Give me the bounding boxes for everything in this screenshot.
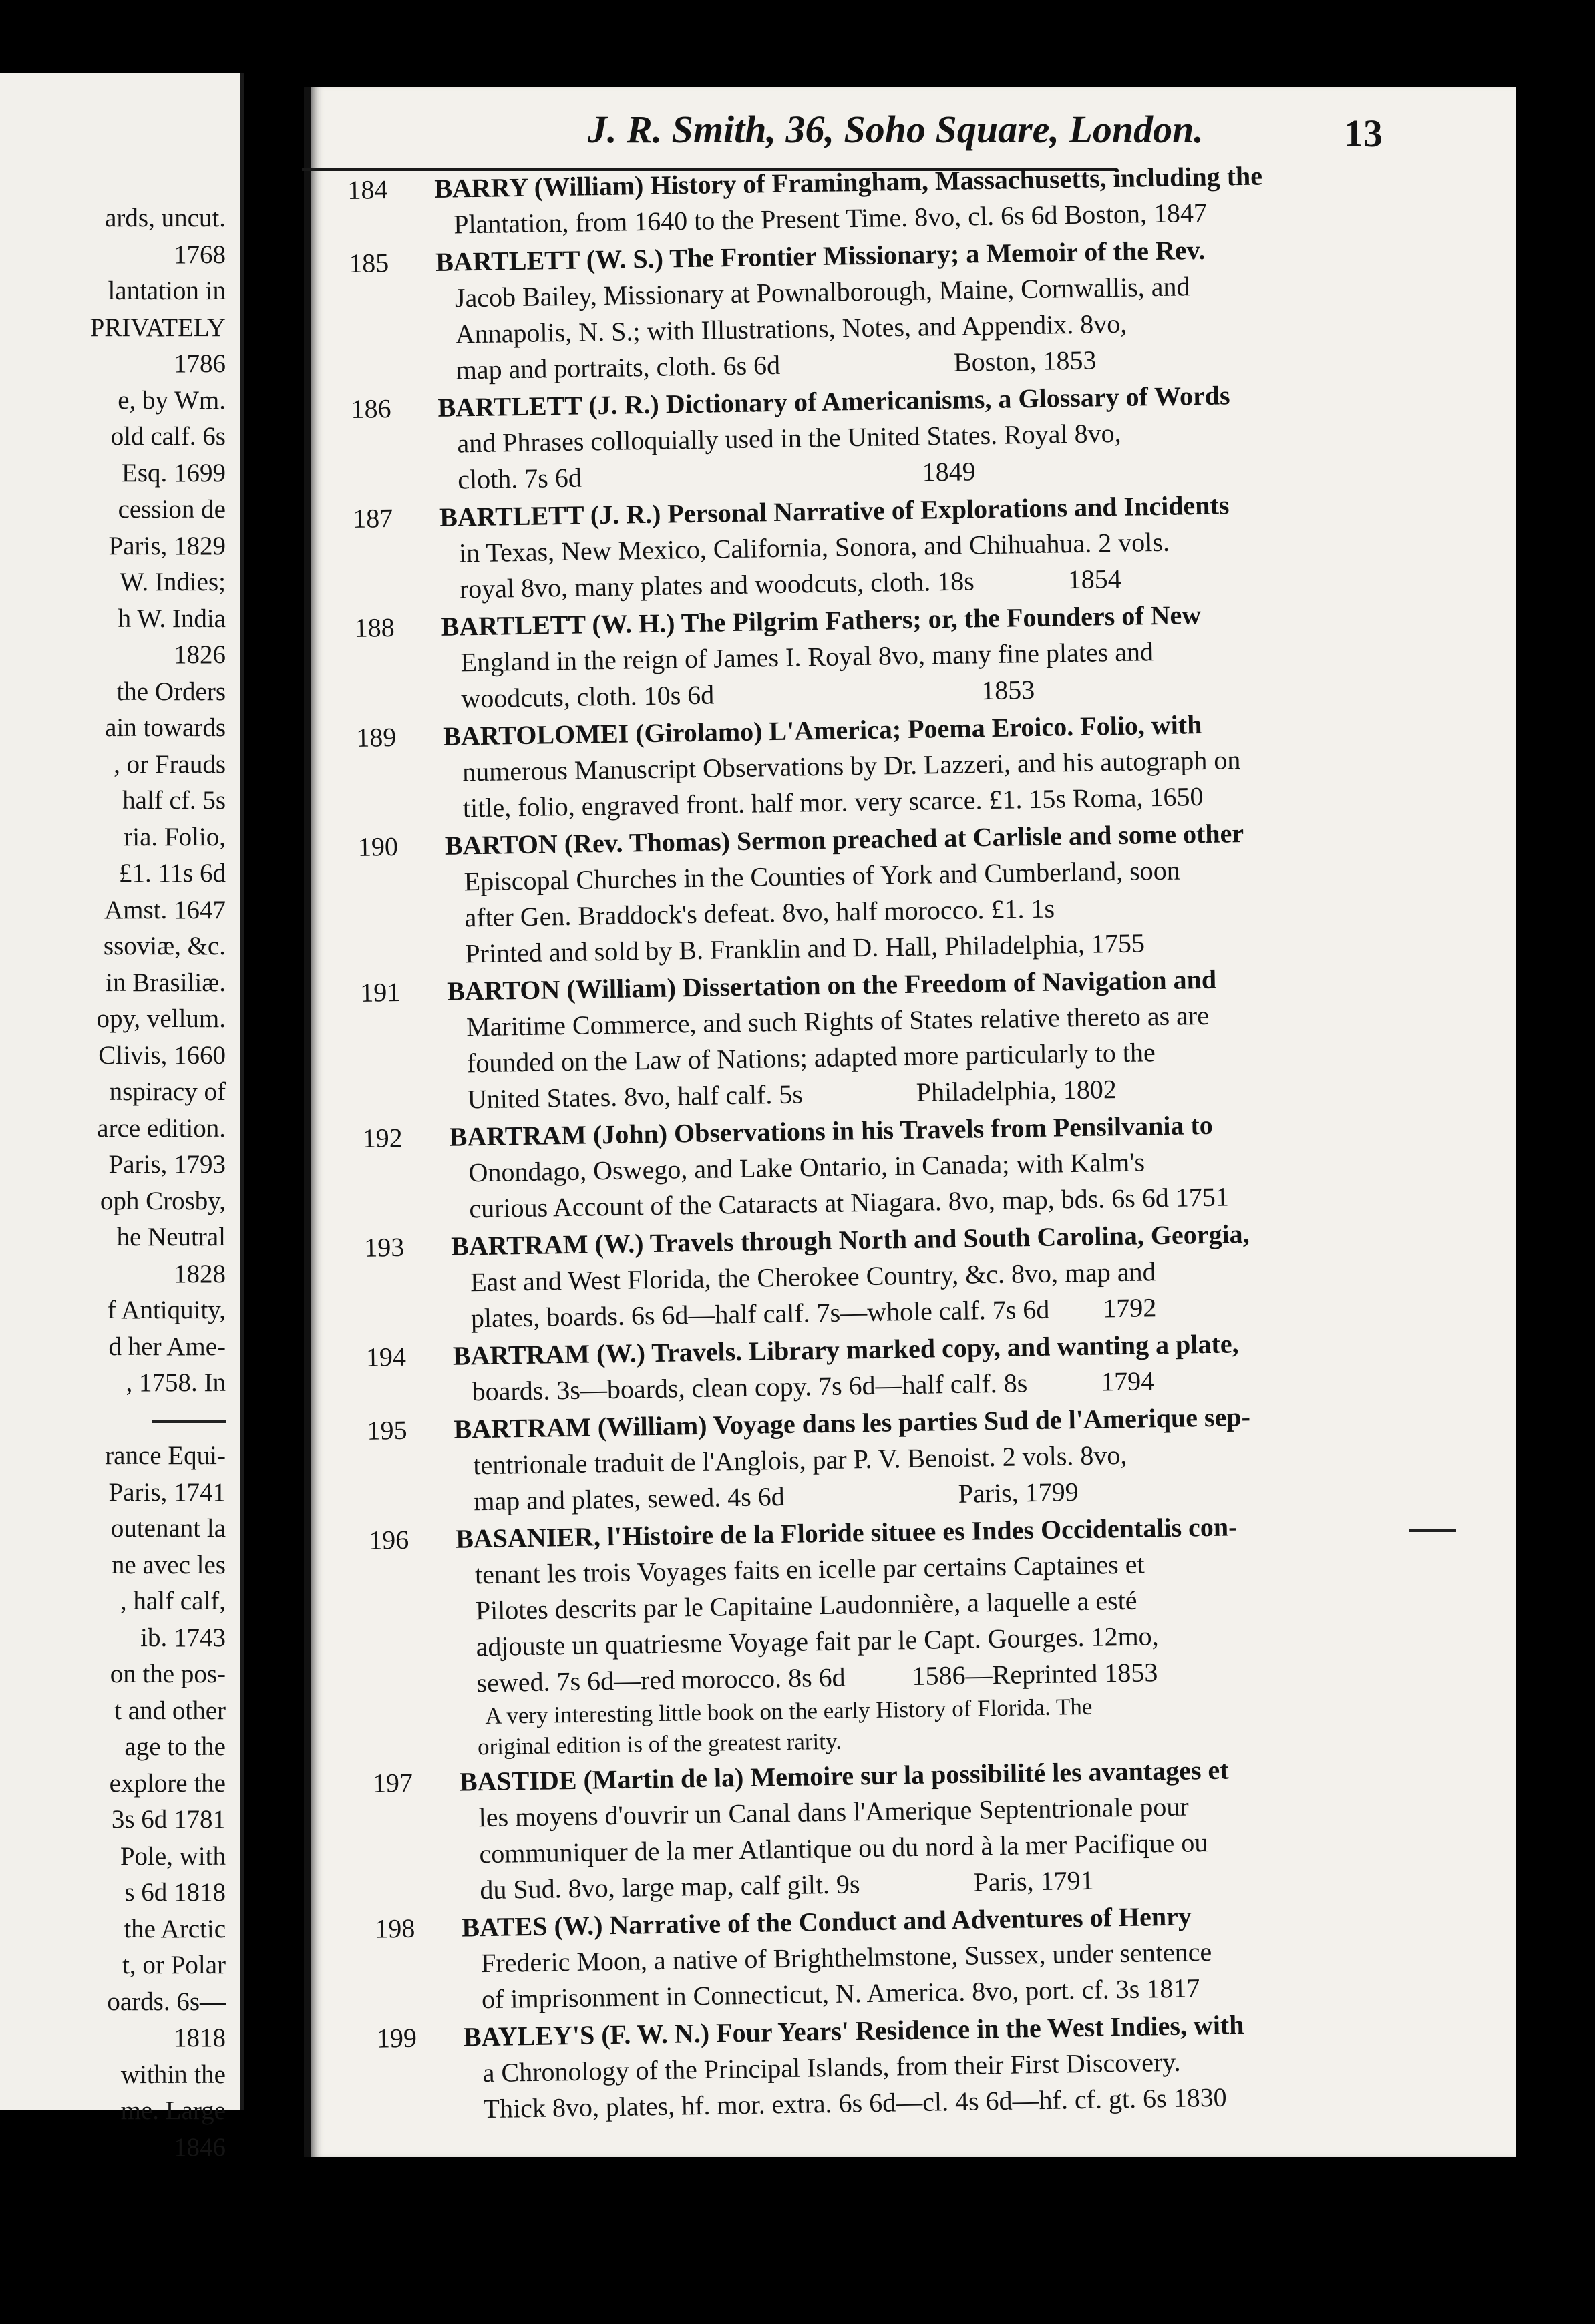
- entry-line: England in the reign of James I. Royal 8vo, many fine plates and: [460, 636, 1154, 678]
- catalogue-entry: [354, 594, 1404, 719]
- left-page-line: 1786: [174, 349, 226, 378]
- entry-line: BARTRAM (W.) Travels through North and South Carolina, Georgia,: [450, 1218, 1250, 1262]
- left-page-line: he Neutral: [116, 1223, 226, 1251]
- catalogue-entry: [362, 1104, 1412, 1229]
- left-page-line: explore the: [109, 1768, 226, 1798]
- entry-line: tenant les trois Voyages faits en icelle par certains Captaines et: [474, 1549, 1145, 1590]
- catalogue-entry: [364, 1213, 1414, 1338]
- entry-number: 190: [357, 831, 399, 862]
- entry-line: adjouste un quatriesme Voyage fait par le Capt. Gourges. 12mo,: [476, 1621, 1159, 1662]
- left-page-line: old calf. 6s: [110, 422, 226, 451]
- left-page-line: s 6d 1818: [124, 1878, 226, 1907]
- entry-line: du Sud. 8vo, large map, calf gilt. 9s Paris, 1791: [480, 1865, 1094, 1905]
- entry-line: BARTRAM (William) Voyage dans les parties Sud de l'Amerique sep-: [454, 1401, 1251, 1444]
- left-page-line: oards. 6s—: [107, 1987, 226, 2016]
- page-number: 13: [1344, 112, 1383, 155]
- left-page-line: rance Equi-: [105, 1441, 226, 1470]
- entry-line: BARTLETT (J. R.) Dictionary of Americanisms, a Glossary of Words: [437, 380, 1230, 423]
- entry-number: 197: [372, 1767, 413, 1798]
- left-page-line: Pole, with: [120, 1841, 226, 1871]
- left-page-line: ib. 1743: [140, 1623, 226, 1652]
- entry-line: royal 8vo, many plates and woodcuts, cloth. 18s 1854: [459, 563, 1122, 604]
- entry-number: 189: [355, 721, 397, 753]
- left-page-line: 3s 6d 1781: [111, 1805, 226, 1834]
- left-page-line: me. Large: [120, 2096, 226, 2125]
- entry-line: Printed and sold by B. Franklin and D. Hall, Philadelphia, 1755: [465, 928, 1145, 969]
- entry-line: Jacob Bailey, Missionary at Pownalborough, Maine, Cornwallis, and: [454, 271, 1190, 313]
- left-page-line: e, by Wm.: [118, 385, 226, 415]
- left-page-text: [0, 200, 226, 2166]
- entry-line: les moyens d'ouvrir un Canal dans l'Amerique Septentrionale pour: [478, 1791, 1190, 1833]
- left-page-line: 1768: [174, 240, 226, 269]
- entry-number: 185: [348, 248, 389, 278]
- entry-line: BARTRAM (W.) Travels. Library marked copy, and wanting a plate,: [452, 1328, 1239, 1371]
- entry-line: BARTON (William) Dissertation on the Freedom of Navigation and: [446, 964, 1217, 1006]
- entry-line: BARTLETT (J. R.) Personal Narrative of Explorations and Incidents: [439, 490, 1230, 532]
- catalogue-entry: [367, 1396, 1417, 1521]
- catalogue-entry: [351, 375, 1401, 500]
- left-page-line: Paris, 1741: [108, 1477, 226, 1507]
- entry-line: Maritime Commerce, and such Rights of States relative thereto as are: [466, 1000, 1210, 1042]
- entry-number: 196: [368, 1524, 409, 1555]
- catalogue-entry: [356, 703, 1406, 828]
- entry-line: plates, boards. 6s 6d—half calf. 7s—whole calf. 7s 6d 1792: [470, 1292, 1157, 1334]
- left-page-line: , 1758. In: [126, 1368, 226, 1397]
- running-title: J. R. Smith, 36, Soho Square, London.: [588, 108, 1204, 151]
- left-page-line: lantation in: [108, 276, 226, 305]
- entry-line: numerous Manuscript Observations by Dr. Lazzeri, and his autograph on: [462, 745, 1241, 787]
- left-page-rule: [152, 1420, 226, 1423]
- left-page-line: ssoviæ, &c.: [103, 932, 226, 960]
- entry-line: boards. 3s—boards, clean copy. 7s 6d—half calf. 8s 1794: [472, 1366, 1155, 1407]
- entry-line: of imprisonment in Connecticut, N. America. 8vo, port. cf. 3s 1817: [481, 1973, 1200, 2015]
- entry-number: 187: [352, 502, 393, 534]
- left-page-line: ne avec les: [111, 1550, 226, 1579]
- catalogue-entry: [349, 229, 1399, 390]
- entry-line: BARTLETT (W. H.) The Pilgrim Fathers; or, the Founders of New: [441, 600, 1202, 642]
- entry-line: Pilotes descrits par le Capitaine Laudonnière, a laquelle a esté: [475, 1585, 1137, 1626]
- entry-number: 191: [359, 976, 401, 1008]
- entry-line: East and West Florida, the Cherokee Country, &c. 8vo, map and: [470, 1256, 1156, 1298]
- catalogue-entry: [353, 484, 1403, 609]
- entry-line: title, folio, engraved front. half mor. very scarce. £1. 15s Roma, 1650: [462, 781, 1204, 823]
- entry-line: BARTOLOMEI (Girolamo) L'America; Poema Eroico. Folio, with: [442, 709, 1202, 751]
- entry-number: 188: [354, 612, 395, 643]
- entry-line: communiquer de la mer Atlantique ou du nord à la mer Pacifique ou: [479, 1827, 1208, 1869]
- entry-line: Episcopal Churches in the Counties of York and Cumberland, soon: [464, 855, 1181, 897]
- entry-line: Annapolis, N. S.; with Illustrations, Notes, and Appendix. 8vo,: [455, 308, 1127, 349]
- left-page-line: PRIVATELY: [90, 313, 226, 342]
- entry-line: Thick 8vo, plates, hf. mor. extra. 6s 6d—cl. 4s 6d—hf. cf. gt. 6s 1830: [483, 2082, 1227, 2124]
- left-page-line: , half calf,: [120, 1587, 226, 1615]
- left-page-line: £1. 11s 6d: [119, 859, 226, 888]
- entry-number: 198: [374, 1913, 415, 1944]
- left-page-line: f Antiquity,: [107, 1296, 226, 1324]
- left-page-line: t, or Polar: [122, 1951, 226, 1979]
- entry-line: United States. 8vo, half calf. 5s Philadelphia, 1802: [467, 1074, 1117, 1115]
- entry-line: and Phrases colloquially used in the United States. Royal 8vo,: [457, 417, 1121, 459]
- entry-line: curious Account of the Cataracts at Niagara. 8vo, map, bds. 6s 6d 1751: [469, 1181, 1230, 1224]
- entry-line: BATES (W.) Narrative of the Conduct and Adventures of Henry: [461, 1901, 1192, 1943]
- left-page-line: opy, vellum.: [96, 1004, 226, 1033]
- entry-line: Onondago, Oswego, and Lake Ontario, in Canada; with Kalm's: [468, 1147, 1145, 1188]
- entry-note: original edition is of the greatest rarity.: [477, 1728, 842, 1760]
- catalogue-entry: [375, 1895, 1425, 2019]
- left-page-line: nspiracy of: [109, 1077, 226, 1106]
- entry-line: Frederic Moon, a native of Brighthelmstone, Sussex, under sentence: [480, 1937, 1212, 1979]
- entry-number: 199: [376, 2022, 417, 2054]
- left-page-line: in Brasiliæ.: [106, 968, 226, 997]
- left-page-line: ards, uncut.: [105, 204, 226, 232]
- left-page-line: Amst. 1647: [104, 895, 226, 924]
- entry-line: sewed. 7s 6d—red morocco. 8s 6d 1586—Reprinted 1853: [476, 1657, 1158, 1698]
- left-page-line: [0, 1402, 226, 1438]
- left-page-line: on the pos-: [110, 1660, 226, 1688]
- catalogue-entry: [372, 1749, 1423, 1910]
- left-page-line: ain towards: [105, 713, 226, 742]
- entry-line: founded on the Law of Nations; adapted more particularly to the: [466, 1037, 1156, 1079]
- left-page-line: 1846: [174, 2132, 226, 2162]
- left-page-line: h W. India: [118, 604, 226, 633]
- left-page-line: 1826: [174, 640, 226, 669]
- entry-line: woodcuts, cloth. 10s 6d 1853: [461, 674, 1035, 714]
- left-page-line: , or Frauds: [114, 749, 226, 779]
- catalogue-entries: [347, 156, 1427, 2130]
- entry-line: map and portraits, cloth. 6s 6d Boston, 1853: [456, 345, 1097, 385]
- catalogue-entry: [357, 813, 1408, 974]
- catalogue-entry: [376, 2004, 1426, 2129]
- left-page-line: ria. Folio,: [124, 822, 226, 851]
- left-page-line: Paris, 1793: [108, 1150, 226, 1179]
- left-page-line: 1828: [174, 1259, 226, 1288]
- left-page-line: oph Crosby,: [100, 1186, 226, 1215]
- catalogue-entry: [360, 958, 1411, 1119]
- margin-dash: [1409, 1529, 1456, 1532]
- entry-line: BARTRAM (John) Observations in his Travels from Pensilvania to: [449, 1109, 1214, 1152]
- entry-line: Plantation, from 1640 to the Present Time. 8vo, cl. 6s 6d Boston, 1847: [453, 197, 1208, 240]
- page-header: [301, 107, 1383, 160]
- entry-line: map and plates, sewed. 4s 6d Paris, 1799: [473, 1477, 1079, 1517]
- left-page-line: outenant la: [110, 1514, 226, 1543]
- left-page-line: age to the: [124, 1732, 226, 1761]
- left-page-line: cession de: [118, 495, 226, 524]
- entry-line: BASTIDE (Martin de la) Memoire sur la possibilité les avantages et: [459, 1754, 1229, 1797]
- entry-line: BASANIER, l'Histoire de la Floride situee es Indes Occidentalis con-: [455, 1511, 1238, 1554]
- entry-number: 193: [363, 1231, 405, 1263]
- left-page-line: t and other: [114, 1696, 226, 1725]
- entry-number: 195: [367, 1414, 407, 1446]
- left-page-line: Clivis, 1660: [98, 1040, 226, 1070]
- left-page-line: within the: [120, 2060, 226, 2089]
- left-page-line: the Arctic: [124, 1914, 226, 1943]
- left-page-line: Paris, 1829: [108, 531, 226, 560]
- entry-line: BARTLETT (W. S.) The Frontier Missionary; a Memoir of the Rev.: [435, 234, 1206, 277]
- left-page-line: d her Ame-: [108, 1332, 226, 1361]
- entry-number: 186: [351, 393, 391, 424]
- left-page-line: W. Indies;: [120, 568, 226, 596]
- entry-line: BARRY (William) History of Framingham, Massachusetts, including the: [434, 160, 1263, 204]
- entry-number: 192: [362, 1122, 403, 1153]
- left-page-fragment: [0, 73, 244, 2162]
- catalogue-entry: [369, 1506, 1421, 1764]
- entry-line: BAYLEY'S (F. W. N.) Four Years' Residence in the West Indies, with: [463, 2009, 1244, 2052]
- left-page-line: arce edition.: [97, 1113, 226, 1143]
- entry-line: in Texas, New Mexico, California, Sonora, and Chihuahua. 2 vols.: [458, 526, 1170, 568]
- entry-line: after Gen. Braddock's defeat. 8vo, half morocco. £1. 1s: [464, 893, 1055, 933]
- entry-note: A very interesting little book on the early History of Florida. The: [485, 1693, 1093, 1730]
- entry-line: tentrionale traduit de l'Anglois, par P. V. Benoist. 2 vols. 8vo,: [473, 1439, 1127, 1481]
- left-page-line: the Orders: [116, 676, 226, 706]
- entry-number: 184: [347, 174, 388, 205]
- entry-number: 194: [365, 1341, 407, 1372]
- left-page-line: Esq. 1699: [122, 458, 226, 488]
- entry-line: BARTON (Rev. Thomas) Sermon preached at Carlisle and some other: [444, 818, 1244, 861]
- left-page-line: 1818: [174, 2023, 226, 2052]
- left-page-line: half cf. 5s: [122, 786, 226, 815]
- entry-line: a Chronology of the Principal Islands, from their First Discovery.: [482, 2046, 1181, 2088]
- entry-line: cloth. 7s 6d 1849: [457, 456, 977, 495]
